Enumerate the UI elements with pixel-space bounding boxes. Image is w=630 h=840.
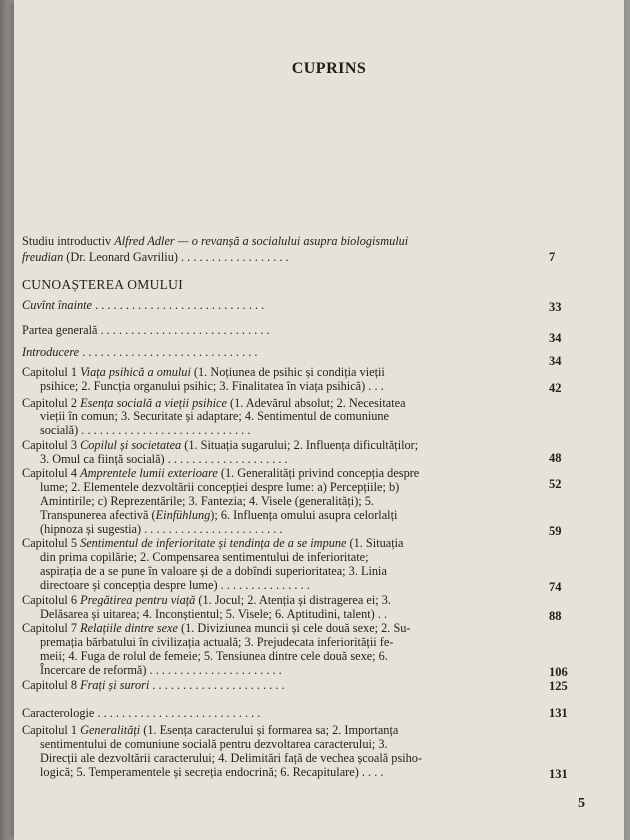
toc-entry-line: Capitolul 3 Copilul și societatea (1. Situația sugarului; 2. Influența dificultăților; (22, 438, 419, 452)
toc-entry-line: 3. Omul ca ființă socială) . . . . . . . . . . . . . . . . . . . . (40, 452, 288, 466)
toc-entry-line: socială) . . . . . . . . . . . . . . . . . . . . . . . . . . . . (40, 423, 251, 437)
toc-entry-line: Caracterologie . . . . . . . . . . . . . . . . . . . . . . . . . . . (22, 706, 261, 720)
toc-entry-line: Capitolul 1 Generalități (1. Esența caracterului și formarea sa; 2. Importanța (22, 723, 399, 737)
toc-entry-line: Partea generală . . . . . . . . . . . . . . . . . . . . . . . . . . . . (22, 323, 270, 337)
toc-page-number: 131 (549, 767, 568, 781)
book-spine-shadow (0, 0, 14, 840)
toc-entry-line: Transpunerea afectivă (Einfühlung); 6. Influența omului asupra celorlalți (40, 508, 398, 522)
toc-entry-line: Delăsarea și uitarea; 4. Inconștientul; 5. Visele; 6. Aptitudini, talent) . . (40, 607, 388, 621)
toc-page-number: 7 (549, 250, 556, 264)
toc-page-number: 34 (549, 354, 562, 368)
page-title: CUPRINS (291, 60, 367, 77)
toc-page-number: 48 (549, 451, 562, 465)
toc-entry-line: logică; 5. Temperamentele și secreția endocrină; 6. Recapitulare) . . . . (40, 765, 384, 779)
toc-entry-line: din prima copilărie; 2. Compensarea sentimentului de inferioritate; (40, 550, 369, 564)
toc-entry-line: Capitolul 5 Sentimentul de inferioritate și tendința de a se impune (1. Situația (22, 536, 404, 550)
toc-entry-line: CUNOAȘTEREA OMULUI (22, 277, 184, 292)
toc-page-number: 33 (549, 300, 562, 314)
toc-entry-line: Studiu introductiv Alfred Adler — o revanșă a socialului asupra biologismului (22, 234, 409, 248)
toc-entry-line: freudian (Dr. Leonard Gavriliu) . . . . . . . . . . . . . . . . . . (22, 250, 289, 264)
toc-page-number: 131 (549, 706, 568, 720)
toc-page-number: 42 (549, 381, 562, 395)
toc-entry-line: Capitolul 2 Esența socială a vieții psihice (1. Adevărul absolut; 2. Necesitatea (22, 396, 406, 410)
toc-entry-line: sentimentului de comuniune socială pentru dezvoltarea caracterului; 3. (40, 737, 388, 751)
toc-entry-line: Capitolul 6 Pregătirea pentru viață (1. Jocul; 2. Atenția și distragerea ei; 3. (22, 593, 391, 607)
toc-entry-line: Introducere . . . . . . . . . . . . . . . . . . . . . . . . . . . . . (22, 345, 258, 359)
toc-entry-line: Amintirile; c) Reprezentările; 3. Fantezia; 4. Visele (generalități); 5. (40, 494, 374, 508)
toc-entry-line: aspirația de a se pune în valoare și de a dobîndi superioritatea; 3. Linia (40, 564, 387, 578)
toc-page-number: 106 (549, 665, 568, 679)
toc-entry-line: meii; 4. Fuga de rolul de femeie; 5. Tensiunea dintre cele două sexe; 6. (40, 649, 388, 663)
toc-entry-line: lume; 2. Elementele dezvoltării concepției despre lume: a) Percepțiile; b) (40, 480, 400, 494)
toc-entry-line: Capitolul 4 Amprentele lumii exterioare (1. Generalități privind concepția despre (22, 466, 420, 480)
toc-entry-line: Capitolul 8 Frați și surori . . . . . . . . . . . . . . . . . . . . . . (22, 678, 285, 692)
book-page (14, 0, 624, 840)
toc-entry-line: premația bărbatului în civilizația actuală; 3. Prejudecata inferiorității fe- (40, 635, 394, 649)
toc-entry-line: Cuvînt înainte . . . . . . . . . . . . . . . . . . . . . . . . . . . . (22, 298, 265, 312)
toc-entry-line: Direcții ale dezvoltării caracterului; 4. Delimitări față de vechea școală psiho- (40, 751, 423, 765)
toc-page-number: 88 (549, 609, 562, 623)
page-number: 5 (578, 796, 585, 811)
toc-entry-line: directoare și concepția despre lume) . . . . . . . . . . . . . . . (40, 578, 310, 592)
toc-page-number: 125 (549, 679, 568, 693)
toc-entry-line: (hipnoza și sugestia) . . . . . . . . . . . . . . . . . . . . . . . (40, 522, 283, 536)
toc-page-number: 59 (549, 524, 562, 538)
toc-page-number: 34 (549, 331, 562, 345)
toc-entry-line: Încercare de reformă) . . . . . . . . . . . . . . . . . . . . . . (40, 663, 282, 677)
toc-entry-line: Capitolul 1 Viața psihică a omului (1. Noțiunea de psihic și condiția vieții (22, 365, 385, 379)
toc-entry-line: Capitolul 7 Relațiile dintre sexe (1. Diviziunea muncii și cele două sexe; 2. Su- (22, 621, 411, 635)
toc-page-number: 74 (549, 580, 562, 594)
toc-entry-line: vieții în comun; 3. Securitate și adaptare; 4. Sentimentul de comuniune (40, 409, 390, 423)
toc-entry-line: psihice; 2. Funcția organului psihic; 3. Finalitatea în viața psihică) . . . (40, 379, 384, 393)
toc-page-number: 52 (549, 477, 562, 491)
